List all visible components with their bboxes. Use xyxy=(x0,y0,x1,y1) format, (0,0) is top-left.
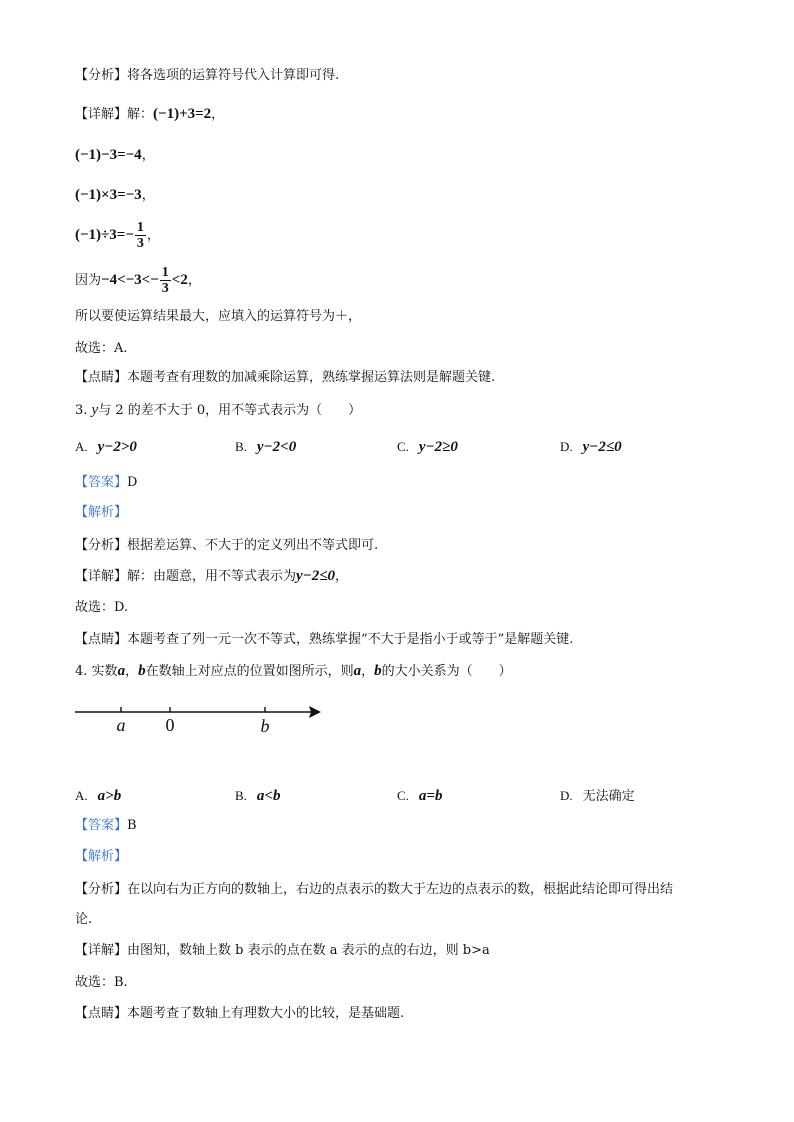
separator: ， xyxy=(211,107,225,122)
separator: ， xyxy=(335,569,349,584)
q3-jiexi-tag: 【解析】 xyxy=(75,505,128,520)
analysis-text: 将各选项的运算符号代入计算即可得. xyxy=(127,68,340,83)
option-expression: y−2<0 xyxy=(256,439,297,455)
separator: ， xyxy=(187,273,201,288)
separator: ， xyxy=(141,148,155,163)
because-right: <2 xyxy=(171,272,188,288)
option-label: B. xyxy=(235,439,247,454)
option-label: B. xyxy=(235,788,247,803)
variable-y: y xyxy=(91,402,99,418)
q2-detail xyxy=(75,105,224,124)
fraction-denominator: 3 xyxy=(136,236,144,251)
stem-part: 在数轴上对应点的位置如图所示，则 xyxy=(145,664,354,679)
fraction xyxy=(160,265,171,296)
detail-tag: 【详解】 xyxy=(75,569,128,584)
equation-4-left: (−1)÷3=− xyxy=(75,227,134,243)
q4-answer xyxy=(75,817,137,835)
analysis-tag: 【分析】 xyxy=(75,538,128,553)
number-line-figure xyxy=(75,700,335,740)
analysis-tag: 【分析】 xyxy=(75,68,128,83)
question-number: 4. xyxy=(75,664,88,679)
option-expression: y−2≤0 xyxy=(582,439,622,455)
q2-because-line xyxy=(75,265,201,296)
q4-stem xyxy=(75,662,512,681)
fraction-denominator: 3 xyxy=(161,281,169,296)
q2-equation-4-line xyxy=(75,220,160,251)
label-a: a xyxy=(116,715,126,735)
q4-option-a xyxy=(75,787,121,806)
equation-1: (−1)+3=2 xyxy=(153,106,212,122)
option-expression: a>b xyxy=(97,788,122,804)
fraction-numerator: 1 xyxy=(136,220,144,235)
comment-tag: 【点睛】 xyxy=(75,632,128,647)
option-label: C. xyxy=(397,788,409,803)
detail-tag: 【详解】 xyxy=(75,107,128,122)
q3-option-b xyxy=(235,438,296,457)
q3-stem xyxy=(75,401,361,420)
q3-option-c xyxy=(397,438,458,457)
analysis-tag: 【分析】 xyxy=(75,882,128,897)
option-expression: y−2>0 xyxy=(97,439,137,455)
comment-tag: 【点睛】 xyxy=(75,1006,128,1021)
comment-text: 本题考查了列一元一次不等式，熟练掌握“不大于是指小于或等于”是解题关键. xyxy=(127,632,574,647)
q3-comment xyxy=(75,631,573,649)
label-b: b xyxy=(260,716,270,736)
q3-option-d xyxy=(560,438,622,457)
option-label: D. xyxy=(560,439,573,454)
option-label: A. xyxy=(75,439,88,454)
fraction xyxy=(135,220,146,251)
answer-tag: 【答案】 xyxy=(75,818,128,833)
q4-option-c xyxy=(397,787,442,806)
q4-option-d xyxy=(560,787,635,806)
answer-value: D xyxy=(127,475,138,490)
detail-prefix: 解： xyxy=(127,107,154,122)
q2-choose: 故选：A. xyxy=(75,341,128,356)
q4-detail xyxy=(75,942,490,960)
detail-tag: 【详解】 xyxy=(75,943,128,958)
option-label: D. xyxy=(560,788,573,803)
detail-text: 由图知，数轴上数 b 表示的点在数 a 表示的点的右边，则 b>a xyxy=(127,943,490,958)
separator: ， xyxy=(141,188,155,203)
q2-conclusion: 所以要使运算结果最大，应填入的运算符号为＋， xyxy=(75,309,362,324)
stem-part: 的大小关系为（ ） xyxy=(381,664,512,679)
option-expression: y−2≥0 xyxy=(418,439,458,455)
q3-detail xyxy=(75,567,348,586)
q4-analysis-line-2: 论. xyxy=(75,912,93,927)
stem-part: 实数 xyxy=(91,664,118,679)
option-label: C. xyxy=(397,439,409,454)
comment-text: 本题考查了数轴上有理数大小的比较，是基础题. xyxy=(127,1006,405,1021)
q2-equation-2-line xyxy=(75,146,155,165)
because-prefix: 因为 xyxy=(75,273,102,288)
variable-a: a xyxy=(117,663,126,679)
answer-value: B xyxy=(127,818,137,833)
q3-analysis xyxy=(75,537,378,555)
option-label: A. xyxy=(75,788,88,803)
because-left: −4<−3<− xyxy=(101,272,159,288)
q4-comment xyxy=(75,1005,404,1023)
question-number: 3. xyxy=(75,403,88,418)
separator: ， xyxy=(125,664,139,679)
q4-choose: 故选：B. xyxy=(75,975,128,990)
comment-text: 本题考查有理数的加减乘除运算，熟练掌握运算法则是解题关键. xyxy=(127,370,496,385)
detail-expression: y−2≤0 xyxy=(296,568,336,584)
equation-3: (−1)×3=−3 xyxy=(75,187,142,203)
q4-option-b xyxy=(235,787,280,806)
equation-2: (−1)−3=−4 xyxy=(75,147,142,163)
q4-analysis-line-1 xyxy=(75,881,673,899)
comment-tag: 【点睛】 xyxy=(75,370,128,385)
label-zero: 0 xyxy=(165,715,175,735)
q3-answer xyxy=(75,474,137,492)
q3-choose: 故选：D. xyxy=(75,600,129,615)
q2-equation-3-line xyxy=(75,186,155,205)
option-expression: 无法确定 xyxy=(582,789,635,804)
question-text: 与 2 的差不大于 0，用不等式表示为（ ） xyxy=(98,403,362,418)
option-expression: a<b xyxy=(256,788,281,804)
analysis-text: 根据差运算、不大于的定义列出不等式即可. xyxy=(127,538,379,553)
analysis-text: 在以向右为正方向的数轴上，右边的点表示的数大于左边的点表示的数，根据此结论即可得出结 xyxy=(127,882,674,897)
variable-a: a xyxy=(353,663,362,679)
option-expression: a=b xyxy=(418,788,443,804)
answer-tag: 【答案】 xyxy=(75,475,128,490)
separator: ， xyxy=(146,228,160,243)
detail-text: 解：由题意，用不等式表示为 xyxy=(127,569,297,584)
q2-comment xyxy=(75,369,495,387)
separator: ， xyxy=(361,664,375,679)
q3-option-a xyxy=(75,438,137,457)
fraction-numerator: 1 xyxy=(161,265,169,280)
q2-analysis xyxy=(75,67,339,85)
variable-b: b xyxy=(138,663,146,679)
variable-b: b xyxy=(374,663,382,679)
q4-jiexi-tag: 【解析】 xyxy=(75,849,128,864)
